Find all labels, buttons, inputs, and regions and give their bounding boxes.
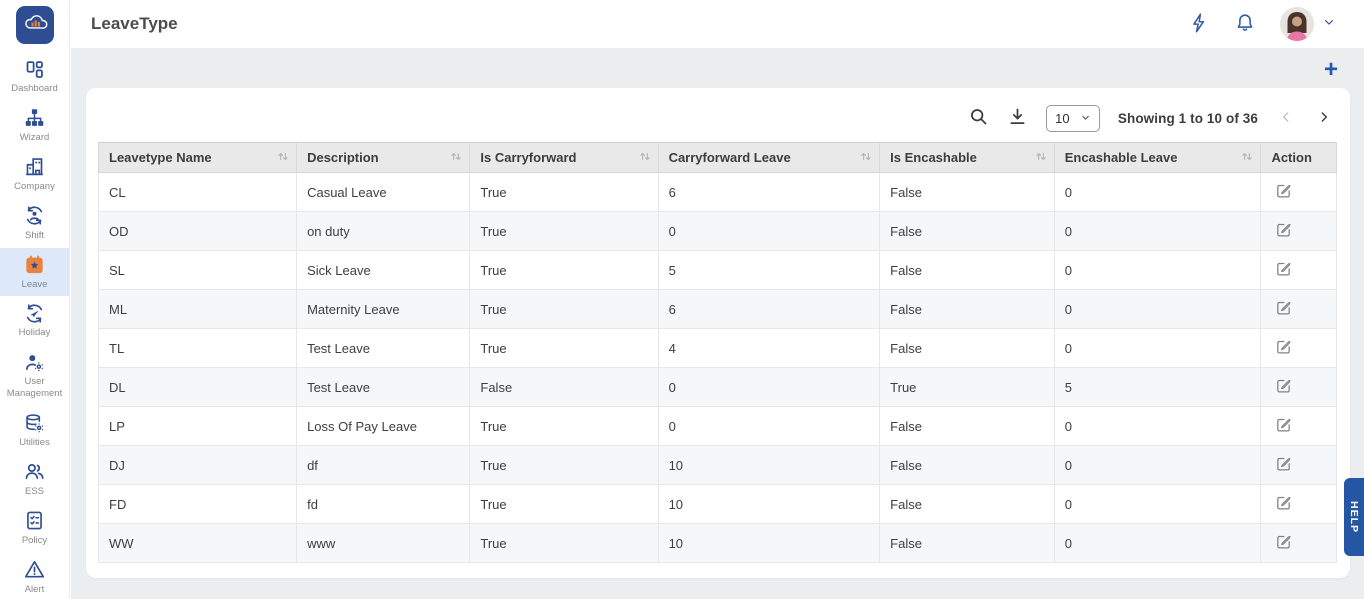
table-cell: 5 xyxy=(1054,368,1261,407)
table-cell: True xyxy=(470,290,658,329)
table-cell: True xyxy=(470,485,658,524)
table-cell: CL xyxy=(99,173,297,212)
search-icon xyxy=(968,106,989,130)
edit-icon xyxy=(1275,416,1292,436)
leavetype-table xyxy=(98,142,1337,563)
dashboard-icon xyxy=(24,58,46,80)
edit-icon xyxy=(1275,533,1292,553)
lightning-icon xyxy=(1188,12,1210,37)
column-header-is-carryforward[interactable] xyxy=(470,143,658,173)
table-cell: 6 xyxy=(658,173,880,212)
table-cell: ML xyxy=(99,290,297,329)
column-header-action xyxy=(1261,143,1337,173)
ess-icon xyxy=(24,461,46,483)
table-cell: False xyxy=(880,251,1055,290)
table-cell: www xyxy=(297,524,470,563)
edit-icon xyxy=(1275,299,1292,319)
table-cell: False xyxy=(880,173,1055,212)
edit-button[interactable] xyxy=(1271,492,1296,516)
table-cell: Sick Leave xyxy=(297,251,470,290)
sidebar-item-label: Company xyxy=(14,180,55,192)
help-tab[interactable] xyxy=(1344,478,1364,556)
table-cell: True xyxy=(470,251,658,290)
alert-icon xyxy=(24,559,46,581)
table-cell: True xyxy=(470,524,658,563)
user-management-icon xyxy=(24,351,46,373)
action-cell xyxy=(1261,329,1337,368)
sort-icon xyxy=(859,149,873,166)
table-cell: OD xyxy=(99,212,297,251)
table-cell: 0 xyxy=(1054,173,1261,212)
download-icon xyxy=(1007,106,1028,130)
sort-icon xyxy=(1034,149,1048,166)
table-cell: False xyxy=(880,290,1055,329)
sidebar-item-ess[interactable] xyxy=(0,455,69,504)
app-logo[interactable] xyxy=(16,6,54,44)
sidebar-item-user-management[interactable] xyxy=(0,345,69,406)
edit-icon xyxy=(1275,455,1292,475)
table-cell: 4 xyxy=(658,329,880,368)
sidebar-item-utilities[interactable] xyxy=(0,406,69,455)
notifications-button[interactable] xyxy=(1234,12,1256,37)
edit-icon xyxy=(1275,494,1292,514)
table-cell: True xyxy=(880,368,1055,407)
sidebar-item-leave[interactable] xyxy=(0,248,69,297)
table-row xyxy=(99,251,1337,290)
table-cell: 10 xyxy=(658,485,880,524)
table-cell: Test Leave xyxy=(297,329,470,368)
table-cell: DJ xyxy=(99,446,297,485)
sidebar-item-label: ESS xyxy=(24,485,44,497)
table-row xyxy=(99,329,1337,368)
action-cell xyxy=(1261,251,1337,290)
table-cell: 0 xyxy=(1054,524,1261,563)
table-cell: True xyxy=(470,446,658,485)
column-header-is-encashable[interactable] xyxy=(880,143,1055,173)
next-page-button[interactable] xyxy=(1314,109,1334,128)
edit-button[interactable] xyxy=(1271,297,1296,321)
leavetype-card xyxy=(86,88,1350,578)
sort-icon xyxy=(276,149,290,166)
edit-icon xyxy=(1275,182,1292,202)
column-header-label: Is Carryforward xyxy=(480,150,577,165)
sort-icon xyxy=(638,149,652,166)
chevron-down-icon xyxy=(1322,15,1336,34)
quick-actions-button[interactable] xyxy=(1188,12,1210,37)
table-cell: 5 xyxy=(658,251,880,290)
action-cell xyxy=(1261,368,1337,407)
column-header-label: Carryforward Leave xyxy=(668,150,791,165)
table-row xyxy=(99,368,1337,407)
edit-icon xyxy=(1275,338,1292,358)
table-row xyxy=(99,212,1337,251)
table-cell: on duty xyxy=(297,212,470,251)
action-cell xyxy=(1261,173,1337,212)
add-leavetype-button[interactable]: + xyxy=(1323,56,1338,83)
page-title: LeaveType xyxy=(91,14,178,33)
avatar xyxy=(1280,7,1314,41)
edit-button[interactable] xyxy=(1271,453,1296,477)
table-cell: True xyxy=(470,329,658,368)
sidebar-item-dashboard[interactable] xyxy=(0,52,69,101)
utilities-icon xyxy=(24,412,46,434)
search-button[interactable] xyxy=(968,106,989,130)
table-cell: SL xyxy=(99,251,297,290)
table-row xyxy=(99,485,1337,524)
table-cell: 0 xyxy=(1054,212,1261,251)
edit-icon xyxy=(1275,260,1292,280)
edit-icon xyxy=(1275,221,1292,241)
column-header-label: Is Encashable xyxy=(890,150,977,165)
showing-text: Showing 1 to 10 of 36 xyxy=(1117,110,1258,126)
sidebar-item-label: Alert xyxy=(24,583,45,595)
table-cell: Casual Leave xyxy=(297,173,470,212)
sidebar-item-shift[interactable] xyxy=(0,199,69,248)
leave-icon xyxy=(24,254,46,276)
column-header-label: Action xyxy=(1271,150,1312,165)
company-icon xyxy=(24,156,46,178)
table-header-row xyxy=(99,143,1337,173)
download-button[interactable] xyxy=(1007,106,1028,130)
table-cell: WW xyxy=(99,524,297,563)
table-cell: 6 xyxy=(658,290,880,329)
table-cell: TL xyxy=(99,329,297,368)
holiday-icon xyxy=(24,302,46,324)
table-row xyxy=(99,290,1337,329)
table-cell: False xyxy=(880,329,1055,368)
table-row xyxy=(99,524,1337,563)
action-cell xyxy=(1261,407,1337,446)
sort-icon xyxy=(449,149,463,166)
sidebar-item-label: Shift xyxy=(24,229,44,241)
column-header-label: Leavetype Name xyxy=(109,150,212,165)
table-cell: 10 xyxy=(658,446,880,485)
table-cell: Test Leave xyxy=(297,368,470,407)
table-cell: 0 xyxy=(1054,485,1261,524)
page-size-select[interactable] xyxy=(1046,105,1100,132)
table-cell: df xyxy=(297,446,470,485)
table-cell: False xyxy=(880,446,1055,485)
prev-page-button[interactable] xyxy=(1276,109,1296,128)
table-cell: fd xyxy=(297,485,470,524)
table-cell: False xyxy=(880,524,1055,563)
table-cell: 0 xyxy=(1054,329,1261,368)
table-cell: True xyxy=(470,407,658,446)
column-header-label: Description xyxy=(307,150,379,165)
sidebar-item-label: Policy xyxy=(21,534,48,546)
edit-button[interactable] xyxy=(1271,219,1296,243)
sidebar xyxy=(0,0,70,599)
edit-button[interactable] xyxy=(1271,258,1296,282)
wizard-icon xyxy=(24,107,46,129)
table-cell: False xyxy=(880,407,1055,446)
table-controls xyxy=(968,104,1334,132)
sidebar-item-policy[interactable] xyxy=(0,504,69,553)
table-cell: LP xyxy=(99,407,297,446)
sidebar-item-label: User Management xyxy=(6,376,63,400)
action-cell xyxy=(1261,212,1337,251)
sidebar-item-wizard[interactable] xyxy=(0,101,69,150)
table-cell: 0 xyxy=(658,368,880,407)
edit-button[interactable] xyxy=(1271,180,1296,204)
help-label: HELP xyxy=(1348,500,1361,534)
chevron-right-icon xyxy=(1316,109,1332,128)
sidebar-item-label: Leave xyxy=(21,278,48,290)
table-cell: False xyxy=(880,485,1055,524)
table-cell: 0 xyxy=(1054,407,1261,446)
table-cell: FD xyxy=(99,485,297,524)
shift-icon xyxy=(24,205,46,227)
table-cell: DL xyxy=(99,368,297,407)
sidebar-item-label: Dashboard xyxy=(11,83,58,94)
table-cell: Loss Of Pay Leave xyxy=(297,407,470,446)
sidebar-item-label: Holiday xyxy=(18,327,51,339)
column-header-description[interactable] xyxy=(297,143,470,173)
bell-icon xyxy=(1234,12,1256,37)
table-cell: 0 xyxy=(658,212,880,251)
column-header-label: Encashable Leave xyxy=(1064,150,1178,165)
column-header-encashable-leave[interactable] xyxy=(1054,143,1261,173)
chevron-down-icon xyxy=(1080,111,1091,126)
policy-icon xyxy=(24,510,46,532)
table-cell: 10 xyxy=(658,524,880,563)
table-row xyxy=(99,446,1337,485)
top-bar xyxy=(71,0,1364,48)
table-cell: 0 xyxy=(658,407,880,446)
table-cell: 0 xyxy=(1054,446,1261,485)
edit-button[interactable] xyxy=(1271,414,1296,438)
content-area xyxy=(71,48,1364,599)
column-header-leavetype-name[interactable] xyxy=(99,143,297,173)
action-cell xyxy=(1261,446,1337,485)
table-cell: False xyxy=(880,212,1055,251)
table-cell: 0 xyxy=(1054,290,1261,329)
sidebar-item-label: Wizard xyxy=(19,131,50,143)
edit-button[interactable] xyxy=(1271,336,1296,360)
edit-button[interactable] xyxy=(1271,375,1296,399)
edit-icon xyxy=(1275,377,1292,397)
table-row xyxy=(99,173,1337,212)
action-cell xyxy=(1261,290,1337,329)
sidebar-item-alert[interactable] xyxy=(0,553,69,599)
sort-icon xyxy=(1240,149,1254,166)
sidebar-item-company[interactable] xyxy=(0,150,69,199)
edit-button[interactable] xyxy=(1271,531,1296,555)
sidebar-item-holiday[interactable] xyxy=(0,296,69,345)
action-cell xyxy=(1261,524,1337,563)
table-cell: True xyxy=(470,173,658,212)
action-cell xyxy=(1261,485,1337,524)
table-cell: 0 xyxy=(1054,251,1261,290)
table-cell: True xyxy=(470,212,658,251)
table-cell: Maternity Leave xyxy=(297,290,470,329)
page-size-value: 10 xyxy=(1055,110,1070,126)
table-row xyxy=(99,407,1337,446)
sidebar-item-label: Utilities xyxy=(19,437,50,448)
column-header-carryforward-leave[interactable] xyxy=(658,143,880,173)
table-cell: False xyxy=(470,368,658,407)
cloud-logo-icon xyxy=(21,9,49,42)
user-menu[interactable] xyxy=(1280,7,1336,41)
chevron-left-icon xyxy=(1278,109,1294,128)
